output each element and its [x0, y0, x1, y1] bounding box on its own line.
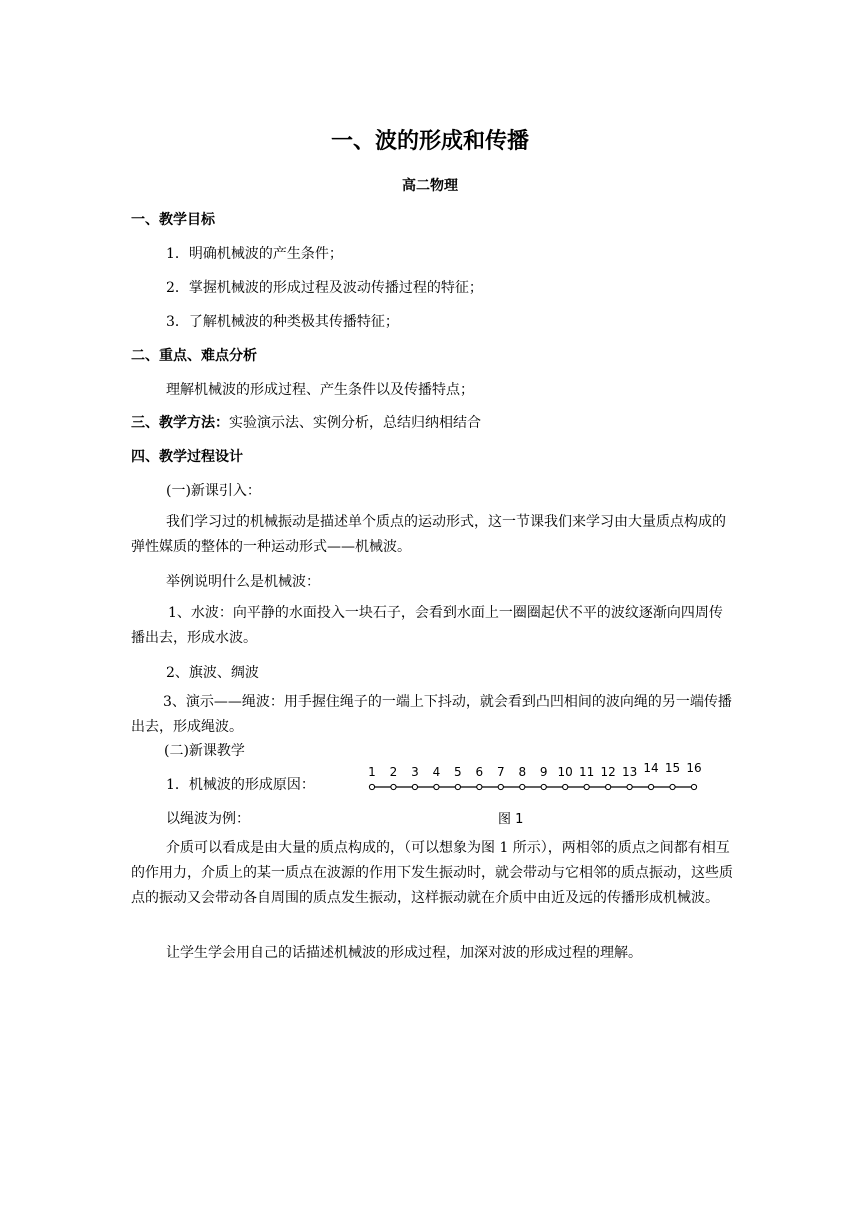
- particle-label: 13: [621, 765, 638, 779]
- particle-dot: [606, 784, 611, 789]
- example-rope-wave: 3、演示——绳波：用手握住绳子的一端上下抖动，就会看到凸凹相间的波向绳的另一端传播出去，形成绳波。: [131, 694, 732, 735]
- particle-dot: [412, 784, 417, 789]
- particle-label: 11: [579, 765, 595, 779]
- rope-example-label: 以绳波为例：: [166, 811, 250, 827]
- particle-dot: [541, 784, 546, 789]
- particle-dot: [670, 784, 675, 789]
- process-heading: 四、教学过程设计: [131, 449, 243, 465]
- example-water-wave: 1、水波：向平静的水面投入一块石子，会看到水面上一圈圈起伏不平的波纹逐渐向四周传播出去，形成水波。: [131, 605, 723, 646]
- particle-label: 1: [368, 765, 376, 779]
- particle-label: 5: [454, 765, 462, 779]
- keypoints-text: 理解机械波的形成过程、产生条件以及传播特点；: [166, 382, 474, 398]
- page-subtitle: 高二物理: [402, 178, 458, 194]
- formation-label: 1．机械波的形成原因：: [166, 777, 315, 793]
- particle-label: 3: [411, 765, 419, 779]
- particle-label: 16: [686, 761, 702, 775]
- particle-dot: [648, 784, 653, 789]
- figure-caption: 图 1: [498, 812, 524, 827]
- objectives-heading: 一、教学目标: [131, 212, 215, 228]
- new-lesson-heading: (二)新课教学: [164, 743, 245, 759]
- particle-chain-figure: [360, 760, 705, 830]
- particle-dot: [498, 784, 503, 789]
- particle-label: 4: [432, 765, 441, 779]
- student-paragraph: 让学生学会用自己的话描述机械波的形成过程，加深对波的形成过程的理解。: [166, 945, 642, 961]
- particle-label: 6: [475, 765, 484, 779]
- particle-dot: [563, 784, 568, 789]
- particle-label: 7: [496, 765, 505, 779]
- objective-item-1: 1．明确机械波的产生条件；: [166, 246, 343, 262]
- page-title: 一、波的形成和传播: [330, 129, 529, 154]
- particle-label: 10: [557, 765, 573, 779]
- objective-item-2: 2．掌握机械波的形成过程及波动传播过程的特征；: [166, 280, 483, 296]
- example-lead: 举例说明什么是机械波：: [166, 574, 320, 590]
- particle-dot: [477, 784, 482, 789]
- example-flag-wave: 2、旗波、绸波: [166, 665, 259, 681]
- particle-dot: [627, 784, 632, 789]
- methods-line: [131, 412, 481, 432]
- methods-heading: 三、教学方法：: [131, 415, 229, 431]
- particle-label: 2: [389, 765, 398, 779]
- particle-dot: [691, 784, 696, 789]
- particle-label: 8: [518, 765, 527, 779]
- medium-paragraph: 介质可以看成是由大量的质点构成的，（可以想象为图 1 所示），两相邻的质点之间都有相互的作用力，介质上的某一质点在波源的作用下发生振动时，就会带动与它相邻的质点振动，这些质点的振动又会带动各自周围的质点发生振动，这样振动就在介质中由近及远的传播形成机械波。: [131, 840, 733, 906]
- particle-dot: [520, 784, 525, 789]
- particle-label: 12: [600, 765, 616, 779]
- particle-label: 9: [539, 765, 548, 779]
- methods-text: 实验演示法、实例分析，总结归纳相结合: [229, 415, 481, 431]
- particle-dot: [455, 784, 460, 789]
- intro-paragraph: 我们学习过的机械振动是描述单个质点的运动形式，这一节课我们来学习由大量质点构成的弹性媒质的整体的一种运动形式——机械波。: [131, 514, 726, 555]
- particle-dot: [369, 784, 374, 789]
- keypoints-heading: 二、重点、难点分析: [131, 348, 257, 364]
- particle-dot: [434, 784, 439, 789]
- intro-heading: (一)新课引入：: [166, 483, 261, 499]
- particle-label: 15: [664, 761, 681, 775]
- objective-item-3: 3．了解机械波的种类极其传播特征；: [166, 314, 399, 330]
- particle-dot: [391, 784, 396, 789]
- particle-label: 14: [643, 761, 659, 775]
- particle-dot: [584, 784, 589, 789]
